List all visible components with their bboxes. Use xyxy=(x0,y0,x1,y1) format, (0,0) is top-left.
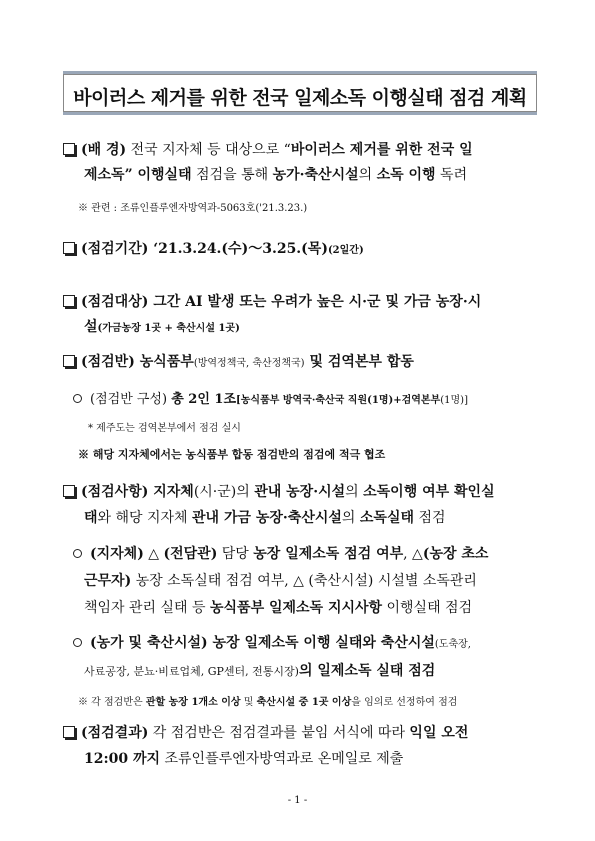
text: (점검반 구성) xyxy=(90,392,172,407)
section-background xyxy=(63,139,473,159)
text-bold: 농식품부 xyxy=(134,354,194,370)
text-bold: 태 xyxy=(84,510,98,526)
circle-bullet-icon xyxy=(73,638,82,647)
text-bold: 총 2인 1조 xyxy=(171,392,237,407)
text-bold: 농장 일제소독 점검 여부 xyxy=(253,546,404,562)
text-bold: 12:00 까지 xyxy=(84,751,161,767)
square-bullet-icon xyxy=(63,355,75,367)
text: 이행실태 점검 xyxy=(382,600,473,616)
circle-bullet-icon xyxy=(73,394,82,403)
section-head: (점검대상) xyxy=(81,294,149,310)
square-bullet-icon xyxy=(63,485,75,497)
item-local-gov-cont1 xyxy=(84,570,477,590)
text-bold: (전담관) xyxy=(163,546,218,562)
text-bold: (지자체) xyxy=(90,546,144,562)
text: 농장 소독실태 점검 여부, △ (축산시설) 시설별 소독관리 xyxy=(131,573,477,589)
jeju-note: * 제주도는 검역본부에서 점검 실시 xyxy=(88,423,241,434)
section-head: (점검기간) xyxy=(81,241,149,257)
text: 전국 지자체 등 대상으로 “ xyxy=(126,142,291,158)
text-bold: (농가 및 축산시설) 농장 일제소독 이행 실태와 축산시설 xyxy=(90,635,435,651)
page-number: - 1 - xyxy=(287,795,308,806)
cooperation-note: ※ 해당 지자체에서는 농식품부 합동 점검반의 점검에 적극 협조 xyxy=(78,448,386,461)
text-small: (1명)] xyxy=(440,395,468,406)
item-farms-cont xyxy=(84,660,435,680)
text: 점검을 통해 xyxy=(191,167,273,183)
text-small: (2일간) xyxy=(327,245,364,256)
selection-note xyxy=(78,693,457,708)
section-background-cont xyxy=(84,164,467,184)
section-period xyxy=(63,238,364,258)
text: 의 xyxy=(358,167,377,183)
text: 의 xyxy=(236,484,255,500)
text: 와 해당 지자체 xyxy=(97,510,193,526)
team-composition xyxy=(73,388,468,407)
text-bold: 농가·축산시설 xyxy=(272,167,359,183)
section-team xyxy=(63,351,414,371)
text-small: +검역본부 xyxy=(393,395,441,406)
section-head: (점검사항) xyxy=(81,484,149,500)
text-bold: (농장 초소 xyxy=(422,546,489,562)
item-farms xyxy=(73,632,471,652)
text: 의 xyxy=(345,484,364,500)
reference-note: ※ 관련 : 조류인플루엔자방역과-5063호('21.3.23.) xyxy=(78,203,308,214)
square-bullet-icon xyxy=(63,295,75,307)
text-small: (방역정책국, 축산정책국) xyxy=(193,358,305,369)
text-bold: 소독이행 여부 확인실 xyxy=(363,484,495,500)
text-bold: 관내 가금 농장·축산시설 xyxy=(192,510,342,526)
text: (시·군) xyxy=(193,484,237,500)
section-head: (점검반) xyxy=(81,354,135,370)
text-bold: 익일 오전 xyxy=(409,725,469,741)
text-bold: 설 xyxy=(84,319,98,335)
text-bold: 축산시설 중 1곳 이상 xyxy=(256,697,352,708)
section-head: (배 경) xyxy=(81,142,127,158)
text-bold: 및 xyxy=(304,354,328,370)
text-bold: 지자체 xyxy=(148,484,194,500)
text-bold: 바이러스 제거를 위한 전국 일 xyxy=(290,142,473,158)
text: △ xyxy=(143,546,164,562)
item-local-gov-cont2 xyxy=(84,597,472,617)
section-results xyxy=(63,722,468,742)
text-bold: 농식품부 일제소독 지시사항 xyxy=(210,600,383,616)
text: 점검 xyxy=(414,510,446,526)
text-bold: 검역본부 합동 xyxy=(327,354,414,370)
text-bold: 관할 농장 1개소 이상 xyxy=(145,697,241,708)
text: 사료공장, 분뇨·비료업체, GP센터, 전통시장) xyxy=(84,665,299,678)
square-bullet-icon xyxy=(63,726,75,738)
text-small: (가금농장 1곳 + 축산시설 1곳) xyxy=(97,323,240,334)
circle-bullet-icon xyxy=(73,549,82,558)
section-target xyxy=(63,291,481,311)
text: 의 xyxy=(341,510,360,526)
text: , △ xyxy=(403,546,423,562)
text: ※ 각 점검반은 xyxy=(78,697,146,708)
text: 책임자 관리 실태 등 xyxy=(84,600,210,616)
section-items-cont xyxy=(84,507,446,527)
page-title: 바이러스 제거를 위한 전국 일제소독 이행실태 점검 계획 xyxy=(73,87,527,109)
text-bold: 소독실태 xyxy=(359,510,414,526)
section-results-cont xyxy=(84,748,403,768)
section-target-cont xyxy=(84,316,240,336)
section-items xyxy=(63,481,495,501)
text-small: (도축장, xyxy=(434,639,471,650)
item-local-gov xyxy=(73,543,488,563)
text-bold: 그간 AI 발생 또는 우려가 높은 시·군 및 가금 농장·시 xyxy=(148,294,482,310)
square-bullet-icon xyxy=(63,143,75,155)
text-bold: 제소독 xyxy=(84,167,125,183)
text: 을 임의로 선정하여 점검 xyxy=(351,697,458,708)
text-bold: ‘21.3.24.(수)～3.25.(목) xyxy=(148,241,328,257)
text-bold: 관내 농장·시설 xyxy=(254,484,346,500)
section-head: (점검결과) xyxy=(81,725,149,741)
text-bold: 의 일제소독 실태 점검 xyxy=(298,663,436,679)
text: 각 점검반은 점검결과를 붙임 서식에 따라 xyxy=(148,725,410,741)
text: 독려 xyxy=(435,167,468,183)
text-bold: 근무자) xyxy=(84,573,132,589)
text-bold: 소독 이행 xyxy=(376,167,436,183)
text: 담당 xyxy=(217,546,254,562)
square-bullet-icon xyxy=(63,242,75,254)
text-small: [농식품부 방역국·축산국 직원(1명) xyxy=(236,395,394,406)
title-box xyxy=(63,74,537,112)
text: 조류인플루엔자방역과로 온메일로 제출 xyxy=(160,751,404,767)
text: 및 xyxy=(240,697,257,708)
text-bold: ” 이행실태 xyxy=(124,167,192,183)
